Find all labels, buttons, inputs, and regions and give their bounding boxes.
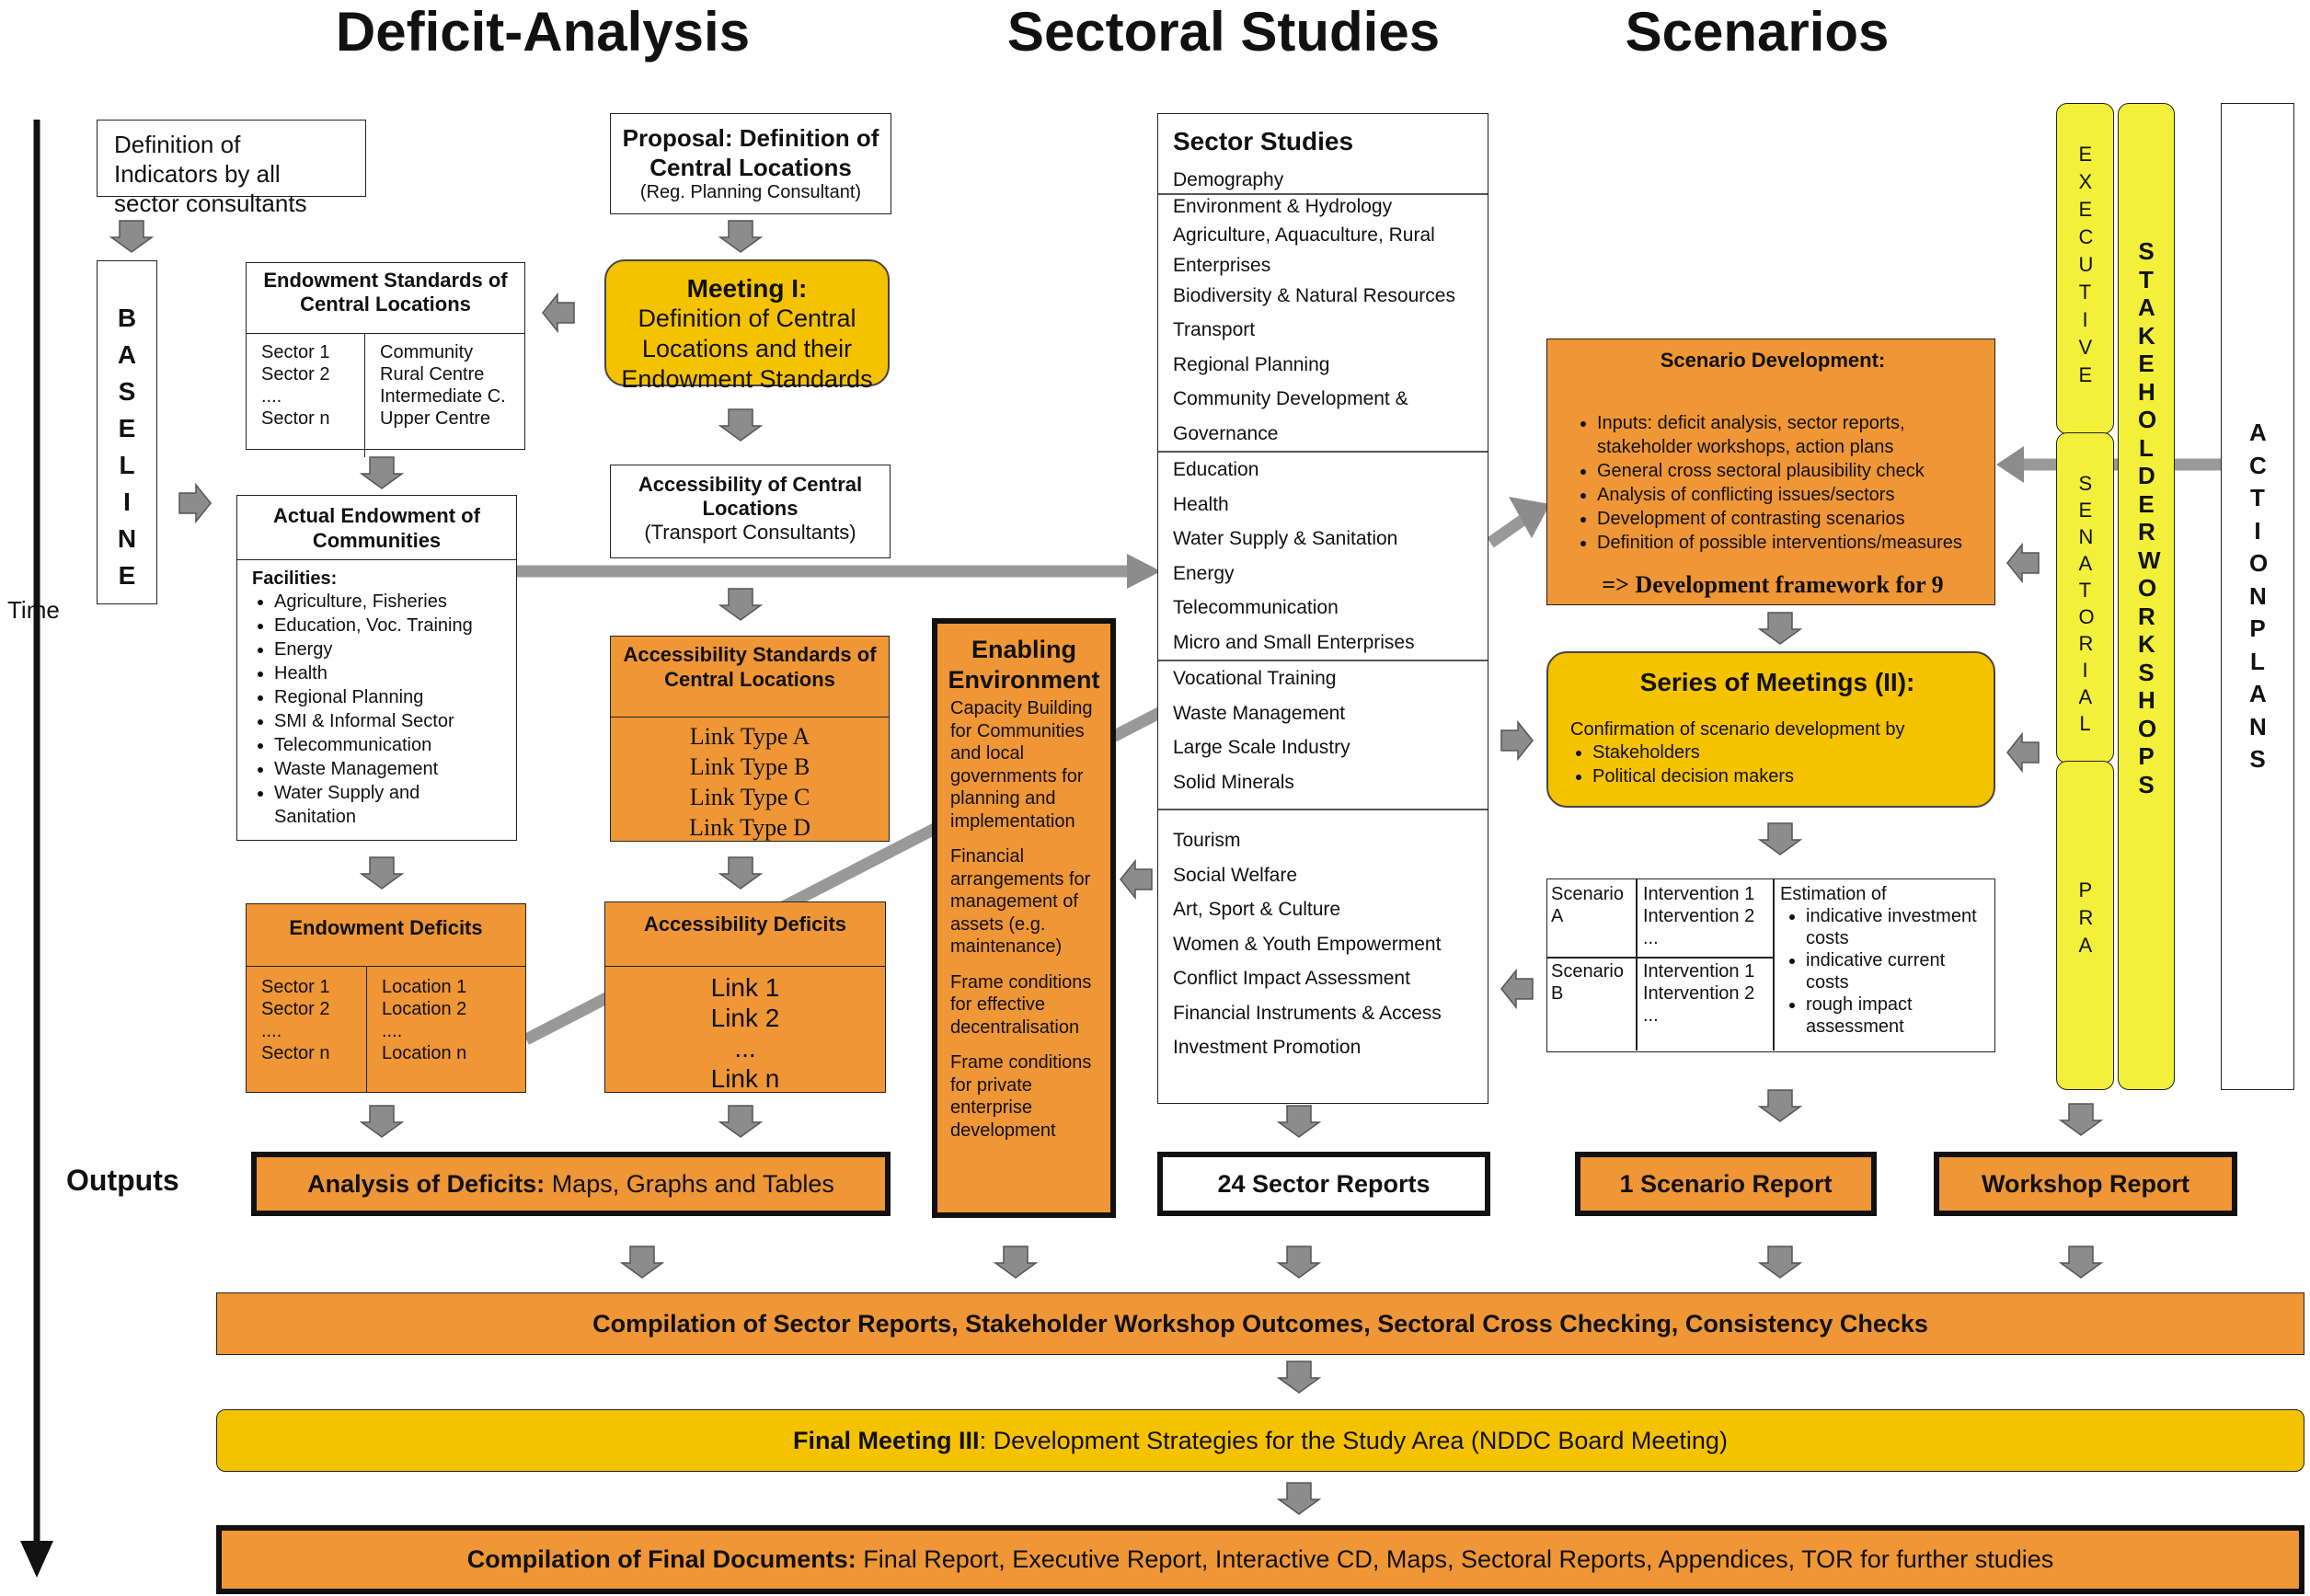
proposal-box <box>610 113 891 214</box>
scenario-item: • Inputs: deficit analysis, sector reports, stakeholder workshops, action plans <box>1597 411 1985 459</box>
enabling-para: Frame conditions for effective decentralisation <box>950 971 1092 1038</box>
sector-item: Investment Promotion <box>1173 1037 1362 1058</box>
output-deficits-bold: Analysis of Deficits: <box>307 1169 546 1198</box>
output-deficits-rest: Maps, Graphs and Tables <box>545 1169 834 1198</box>
baseline-letter: I <box>123 488 131 516</box>
arrowhead-to-sectors <box>1127 554 1161 589</box>
accessibility-standards-title: Accessibility Standards of Central Locations <box>611 637 889 718</box>
executive-label: EXECUTIVE <box>2078 143 2094 386</box>
scenario-a-interventions <box>1643 883 1754 949</box>
sector-item: Waste Management <box>1173 702 1346 724</box>
sector-item: Solid Minerals <box>1173 771 1294 793</box>
table-divider <box>1636 879 1638 1051</box>
proposal-title: Proposal: Definition of Central Locations <box>622 124 879 181</box>
intervention-item: Intervention 1 <box>1643 961 1755 982</box>
sector-item: Art, Sport & Culture <box>1173 899 1341 920</box>
sector-group <box>1158 451 1488 660</box>
actual-endowment-title: Actual Endowment of Communities <box>237 496 516 560</box>
sector-label: .... <box>261 1021 282 1041</box>
final-meeting-bold: Final Meeting III <box>793 1426 980 1454</box>
link-type: Link Type B <box>689 753 810 780</box>
facility-item: • Water Supply and Sanitation <box>274 781 440 829</box>
location-label: .... <box>382 1021 403 1041</box>
sector-label: Sector 2 <box>261 999 330 1019</box>
sector-item: Financial Instruments & Access <box>1173 1002 1442 1024</box>
stakeholder-workshops-box <box>2118 103 2175 1090</box>
endowment-standards-levels <box>365 334 506 457</box>
sector-label: Sector 2 <box>261 364 330 385</box>
meetings-2-item: • Political decision makers <box>1592 764 1984 788</box>
accessibility-standards-box <box>610 636 890 842</box>
facility-item: • Energy <box>274 637 516 661</box>
accessibility-central-title: Accessibility of Central Locations <box>638 473 863 520</box>
workshops-label: STAKEHOLDER WORKSHOPS <box>2138 237 2161 798</box>
accessibility-deficits-box <box>604 901 886 1093</box>
final-docs-rest: Final Report, Executive Report, Interactive CD, Maps, Sectoral Reports, Appendices, TOR for further studies <box>856 1545 2054 1573</box>
estimation-item: • rough impact assessment <box>1806 993 1992 1038</box>
sector-label: Sector n <box>261 408 330 429</box>
enabling-para: Frame conditions for private enterprise development <box>950 1052 1092 1141</box>
scenario-b-interventions <box>1643 960 1754 1027</box>
table-divider <box>1547 957 1773 959</box>
enabling-paras <box>937 697 1107 1142</box>
location-label: Location n <box>382 1043 467 1063</box>
link-type: Link Type C <box>689 784 810 810</box>
sector-item: Education <box>1173 459 1259 480</box>
meeting-1-body: Definition of Central Locations and their Endowment Standards <box>621 304 873 393</box>
final-meeting-band <box>216 1409 2304 1472</box>
senatorial-box <box>2056 432 2114 764</box>
executive-box <box>2056 103 2114 434</box>
scenario-development-box <box>1546 339 1995 605</box>
deficit-link: Link 1 <box>710 973 780 1002</box>
output-scenario-report: 1 Scenario Report <box>1575 1152 1877 1216</box>
facility-item: • Waste Management <box>274 757 516 781</box>
outputs-label: Outputs <box>66 1164 179 1197</box>
deficit-links <box>605 967 885 1093</box>
sector-item: Tourism <box>1173 830 1241 851</box>
level-label: Upper Centre <box>380 408 491 429</box>
intervention-item: ... <box>1643 928 1659 948</box>
intervention-item: Intervention 2 <box>1643 983 1755 1004</box>
link-type: Link Type D <box>688 814 811 841</box>
sector-item: Energy <box>1173 562 1235 584</box>
sector-item: Community Development & <box>1173 388 1408 409</box>
baseline-letter: S <box>118 377 136 406</box>
compilation-band: Compilation of Sector Reports, Stakeholder Workshop Outcomes, Sectoral Cross Checking, Consistency Checks <box>216 1292 2304 1355</box>
facilities-list <box>237 560 516 829</box>
estimation-item: • indicative current costs <box>1806 949 1992 993</box>
meeting-1-box <box>604 259 890 393</box>
scenario-a-label: Scenario A <box>1551 884 1624 926</box>
deficit-locations <box>367 967 466 1092</box>
meetings-2-box <box>1546 651 1995 808</box>
deficit-sectors <box>247 967 367 1092</box>
intervention-item: ... <box>1643 1005 1659 1026</box>
facility-item: • SMI & Informal Sector <box>274 709 516 733</box>
enabling-environment-box <box>932 618 1116 1218</box>
sector-item: Water Supply & Sanitation <box>1173 528 1398 549</box>
baseline-letter: L <box>119 451 135 479</box>
sector-item: Health <box>1173 493 1229 515</box>
enabling-para: Financial arrangements for management of assets (e.g. maintenance) <box>950 846 1091 957</box>
final-meeting-rest: : Development Strategies for the Study Area (NDDC Board Meeting) <box>979 1426 1728 1454</box>
deficit-link: ... <box>734 1034 756 1062</box>
accessibility-central-box <box>610 465 891 558</box>
sector-label: .... <box>261 386 282 407</box>
level-label: Intermediate C. <box>380 386 506 407</box>
sector-item: Social Welfare <box>1173 864 1298 886</box>
endowment-standards-title: Endowment Standards of Central Locations <box>247 263 524 334</box>
indicators-text: Definition of Indicators by all sector consultants <box>114 131 307 217</box>
sector-label: Sector 1 <box>261 342 330 362</box>
time-arrowhead <box>20 1541 53 1578</box>
link-types <box>611 718 889 842</box>
baseline-letter: N <box>117 524 137 553</box>
output-sector-reports: 24 Sector Reports <box>1157 1152 1490 1216</box>
line-sectors-to-scenario <box>1490 517 1527 543</box>
sector-group <box>1158 809 1488 1065</box>
scenario-table <box>1546 878 1995 1052</box>
sector-group <box>1158 660 1488 809</box>
final-documents-band <box>216 1525 2304 1594</box>
endowment-deficits-title: Endowment Deficits <box>247 904 525 967</box>
sector-group <box>1158 193 1488 451</box>
sector-item: Demography <box>1173 169 1284 190</box>
baseline-box <box>97 260 157 604</box>
sector-item: Transport <box>1173 319 1256 340</box>
facility-item: • Health <box>274 661 516 685</box>
scenario-item: • Analysis of conflicting issues/sectors <box>1597 483 1985 507</box>
pra-box <box>2056 761 2114 1090</box>
scenario-item: • Development of contrasting scenarios <box>1597 507 1985 531</box>
enabling-title: Enabling Environment <box>948 636 1100 694</box>
development-framework: => Development framework for 9 <box>1602 571 1944 598</box>
senatorial-label: SENATORIAL <box>2078 472 2095 735</box>
baseline-letter: E <box>118 561 136 590</box>
sector-label: Sector n <box>261 1043 330 1063</box>
location-label: Location 1 <box>382 977 467 997</box>
endowment-standards-box <box>246 262 525 450</box>
deficit-link: Link 2 <box>710 1004 780 1032</box>
location-label: Location 2 <box>382 999 467 1019</box>
link-type: Link Type A <box>689 723 810 750</box>
sector-item: Biodiversity & Natural Resources <box>1173 284 1455 306</box>
intervention-item: Intervention 2 <box>1643 906 1755 926</box>
header-deficit: Deficit-Analysis <box>335 1 751 63</box>
estimation-title: Estimation of <box>1780 884 1887 904</box>
sector-item: Women & Youth Empowerment <box>1173 933 1442 955</box>
pra-label: PRA <box>2078 878 2094 957</box>
enabling-para: Capacity Building for Communities and local governments for planning and implementation <box>950 698 1093 832</box>
indicators-box <box>97 120 366 217</box>
sector-studies-box <box>1157 113 1488 1104</box>
sector-item: Enterprises <box>1173 254 1271 276</box>
accessibility-deficits-title: Accessibility Deficits <box>605 902 885 967</box>
meetings-2-title: Series of Meetings (II): <box>1639 668 1915 696</box>
arrowhead-to-scenario-dev <box>1996 446 2024 483</box>
actual-endowment-box <box>236 495 517 841</box>
sector-item: Regional Planning <box>1173 353 1330 375</box>
sector-item: Environment & Hydrology <box>1173 196 1393 217</box>
header-sectoral: Sectoral Studies <box>1006 1 1441 63</box>
facility-item: • Telecommunication <box>274 733 516 757</box>
sector-item: Vocational Training <box>1173 668 1337 689</box>
scenario-b-label: Scenario B <box>1551 961 1624 1004</box>
output-workshop-report: Workshop Report <box>1934 1152 2237 1216</box>
action-plans-label: ACTION PLANS <box>2249 419 2269 773</box>
estimation-cell <box>1780 883 1992 1038</box>
action-plans-box <box>2221 103 2294 1090</box>
scenario-item: • General cross sectoral plausibility check <box>1597 459 1985 483</box>
deficit-link: Link n <box>710 1064 780 1093</box>
meeting-1-title: Meeting I: <box>686 274 808 303</box>
level-label: Rural Centre <box>380 364 485 385</box>
sector-item: Large Scale Industry <box>1173 737 1350 758</box>
sector-item: Micro and Small Enterprises <box>1173 631 1415 653</box>
proposal-sub: (Reg. Planning Consultant) <box>639 182 862 202</box>
facility-item: • Regional Planning <box>274 685 516 709</box>
meetings-2-item: • Stakeholders <box>1592 741 1984 764</box>
endowment-standards-sectors <box>247 334 365 457</box>
scenario-item: • Definition of possible interventions/measures <box>1597 531 1985 555</box>
final-docs-bold: Compilation of Final Documents: <box>466 1545 856 1573</box>
time-label: Time <box>7 596 60 624</box>
sector-item: Agriculture, Aquaculture, Rural <box>1173 224 1435 246</box>
accessibility-central-sub: (Transport Consultants) <box>644 521 856 544</box>
sector-item: Telecommunication <box>1173 597 1339 618</box>
header-scenarios: Scenarios <box>1625 1 1890 63</box>
sector-item: Conflict Impact Assessment <box>1173 968 1410 989</box>
estimation-item: • indicative investment costs <box>1806 905 1992 949</box>
baseline-letter: B <box>117 304 137 332</box>
scenario-development-title: Scenario Development: <box>1660 349 1886 372</box>
baseline-letter: E <box>118 414 136 442</box>
intervention-item: Intervention 1 <box>1643 884 1755 904</box>
output-deficits <box>251 1152 891 1216</box>
facilities-label: Facilities: <box>252 568 338 589</box>
baseline-letter: A <box>117 340 137 369</box>
sector-item: Governance <box>1173 422 1279 444</box>
facility-item: • Agriculture, Fisheries <box>274 590 516 614</box>
meetings-2-intro: Confirmation of scenario development by <box>1570 719 1905 740</box>
endowment-deficits-box <box>246 903 526 1093</box>
level-label: Community <box>380 342 474 362</box>
facility-item: • Education, Voc. Training <box>274 614 516 637</box>
sector-label: Sector 1 <box>261 977 330 997</box>
sector-studies-title: Sector Studies <box>1173 127 1354 155</box>
